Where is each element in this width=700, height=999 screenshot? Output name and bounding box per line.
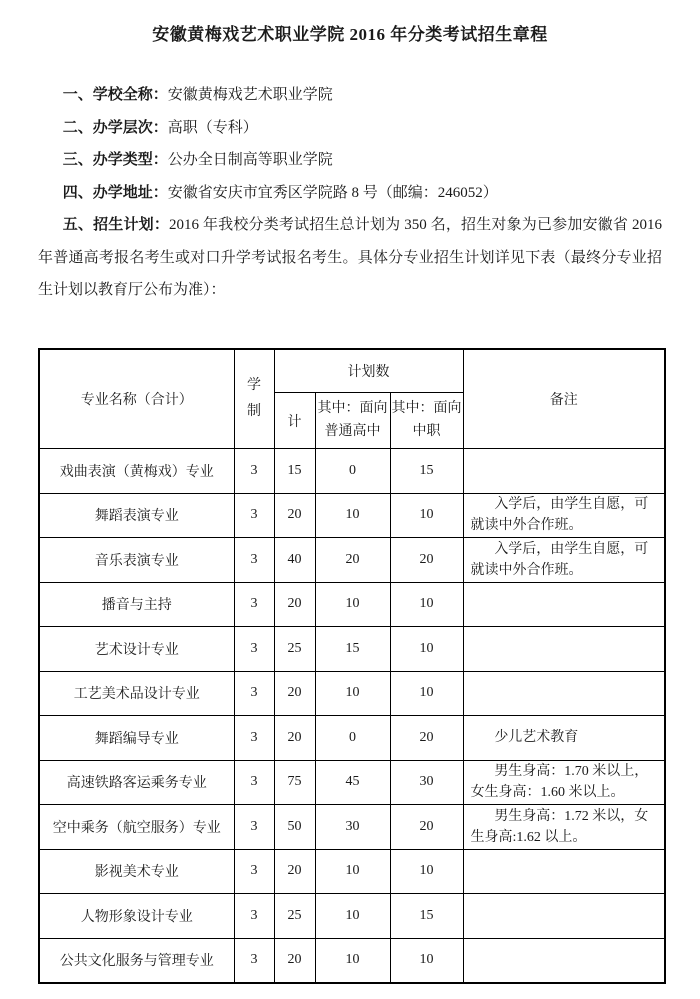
plan-regular-cell: 0 [315, 449, 390, 494]
duration-cell: 3 [234, 716, 274, 761]
plan-total-cell: 20 [274, 582, 315, 627]
remark-cell [463, 627, 665, 672]
plan-vocational-cell: 10 [390, 582, 463, 627]
table-row [39, 938, 665, 983]
header-duration [234, 349, 274, 449]
table-row [39, 493, 665, 538]
section-school-address [38, 177, 662, 210]
section-label: 五、招生计划： [62, 217, 170, 233]
table-row [39, 582, 665, 627]
header-plan-vocational [390, 393, 463, 449]
remark-cell [463, 849, 665, 894]
plan-regular-cell: 20 [315, 538, 390, 583]
remark-cell [463, 671, 665, 716]
section-label: 一、学校全称： [62, 87, 168, 103]
plan-total-cell: 50 [274, 805, 315, 850]
remark-cell [463, 805, 665, 850]
major-cell: 公共文化服务与管理专业 [39, 938, 234, 983]
plan-total-cell: 20 [274, 938, 315, 983]
remark-text: 入学后，由学生自愿，可就读中外合作班。 [470, 497, 649, 534]
table-row [39, 849, 665, 894]
remark-cell [463, 938, 665, 983]
table-row [39, 671, 665, 716]
section-value: 公办全日制高等职业学院 [167, 152, 333, 168]
plan-total-cell: 20 [274, 716, 315, 761]
plan-total-cell: 25 [274, 894, 315, 939]
duration-cell: 3 [234, 493, 274, 538]
plan-table-body [39, 449, 665, 983]
header-plan-group: 计划数 [274, 349, 463, 393]
header-plan-regular-line1: 其中：面向 [317, 401, 388, 417]
duration-cell: 3 [234, 805, 274, 850]
page-title: 安徽黄梅戏艺术职业学院 2016 年分类考试招生章程 [152, 25, 548, 44]
header-plan-vocational-line1: 其中：面向 [391, 401, 462, 417]
section-label: 四、办学地址： [62, 184, 168, 201]
plan-vocational-cell: 20 [390, 805, 463, 850]
major-cell: 人物形象设计专业 [39, 894, 234, 939]
header-plan-regular-line2: 普通高中 [324, 423, 381, 439]
table-row [39, 627, 665, 672]
duration-cell: 3 [234, 938, 274, 983]
major-cell: 艺术设计专业 [39, 627, 234, 672]
table-row [39, 449, 665, 494]
table-row [39, 538, 665, 583]
major-cell: 高速铁路客运乘务专业 [39, 760, 234, 805]
plan-regular-cell: 10 [315, 493, 390, 538]
enrollment-plan-table [38, 348, 666, 984]
plan-total-cell: 15 [274, 449, 315, 494]
remark-text: 男生身高：1.70 米以上，女生身高：1.60 米以上。 [470, 764, 649, 801]
duration-cell: 3 [234, 760, 274, 805]
table-header-row-1 [39, 349, 665, 393]
duration-cell: 3 [234, 894, 274, 939]
plan-regular-cell: 0 [315, 716, 390, 761]
table-row [39, 805, 665, 850]
section-enrollment-plan [38, 209, 662, 307]
major-cell: 音乐表演专业 [39, 538, 234, 583]
major-cell: 影视美术专业 [39, 849, 234, 894]
plan-vocational-cell: 10 [390, 627, 463, 672]
plan-total-cell: 20 [274, 849, 315, 894]
document-body [38, 79, 662, 307]
section-label: 三、办学类型： [62, 152, 168, 168]
major-cell: 工艺美术品设计专业 [39, 671, 234, 716]
plan-vocational-cell: 10 [390, 671, 463, 716]
major-cell: 舞蹈编导专业 [39, 716, 234, 761]
section-school-type [38, 144, 662, 177]
major-cell: 播音与主持 [39, 582, 234, 627]
table-row [39, 760, 665, 805]
plan-vocational-cell: 20 [390, 716, 463, 761]
duration-cell: 3 [234, 627, 274, 672]
section-value: 安徽黄梅戏艺术职业学院 [167, 87, 333, 103]
plan-vocational-cell: 15 [390, 449, 463, 494]
plan-regular-cell: 10 [315, 894, 390, 939]
plan-regular-cell: 10 [315, 582, 390, 627]
plan-total-cell: 20 [274, 671, 315, 716]
plan-regular-cell: 10 [315, 671, 390, 716]
remark-text: 入学后，由学生自愿，可就读中外合作班。 [470, 541, 649, 578]
plan-total-cell: 75 [274, 760, 315, 805]
header-major: 专业名称（合计） [39, 349, 234, 449]
plan-regular-cell: 30 [315, 805, 390, 850]
plan-vocational-cell: 20 [390, 538, 463, 583]
duration-cell: 3 [234, 449, 274, 494]
plan-regular-cell: 45 [315, 760, 390, 805]
section-value: 2016 年我校分类考试招生总计划为 350 名，招生对象为已参加安徽省 2016 年普通高考报名考生或对口升学考试报名考生。具体分专业招生计划详见下表（最终分专业招生计划以教育厅公布为准）： [38, 217, 662, 298]
header-plan-total: 计 [274, 393, 315, 449]
remark-cell [463, 582, 665, 627]
major-cell: 空中乘务（航空服务）专业 [39, 805, 234, 850]
major-cell: 舞蹈表演专业 [39, 493, 234, 538]
table-row [39, 894, 665, 939]
remark-text: 男生身高：1.72 米以，女生身高:1.62 以上。 [470, 808, 649, 845]
remark-cell [463, 538, 665, 583]
remark-cell [463, 760, 665, 805]
plan-regular-cell: 10 [315, 938, 390, 983]
remark-text: 少儿艺术教育 [494, 730, 579, 746]
plan-vocational-cell: 10 [390, 938, 463, 983]
remark-cell [463, 493, 665, 538]
duration-cell: 3 [234, 582, 274, 627]
plan-vocational-cell: 10 [390, 493, 463, 538]
section-school-name [38, 79, 662, 112]
section-value: 安徽省安庆市宜秀区学院路 8 号（邮编：246052） [167, 184, 498, 201]
remark-cell [463, 894, 665, 939]
plan-total-cell: 20 [274, 493, 315, 538]
header-plan-regular [315, 393, 390, 449]
plan-regular-cell: 15 [315, 627, 390, 672]
header-plan-vocational-line2: 中职 [412, 423, 441, 439]
section-value: 高职（专科） [167, 119, 258, 136]
plan-vocational-cell: 10 [390, 849, 463, 894]
table-row [39, 716, 665, 761]
plan-vocational-cell: 30 [390, 760, 463, 805]
plan-vocational-cell: 15 [390, 894, 463, 939]
plan-total-cell: 25 [274, 627, 315, 672]
duration-cell: 3 [234, 849, 274, 894]
section-label: 二、办学层次： [62, 119, 168, 136]
header-duration-label: 学制 [247, 377, 261, 419]
remark-cell [463, 449, 665, 494]
header-remark: 备注 [463, 349, 665, 449]
duration-cell: 3 [234, 538, 274, 583]
plan-total-cell: 40 [274, 538, 315, 583]
plan-regular-cell: 10 [315, 849, 390, 894]
remark-cell [463, 716, 665, 761]
major-cell: 戏曲表演（黄梅戏）专业 [39, 449, 234, 494]
duration-cell: 3 [234, 671, 274, 716]
section-education-level [38, 112, 662, 145]
